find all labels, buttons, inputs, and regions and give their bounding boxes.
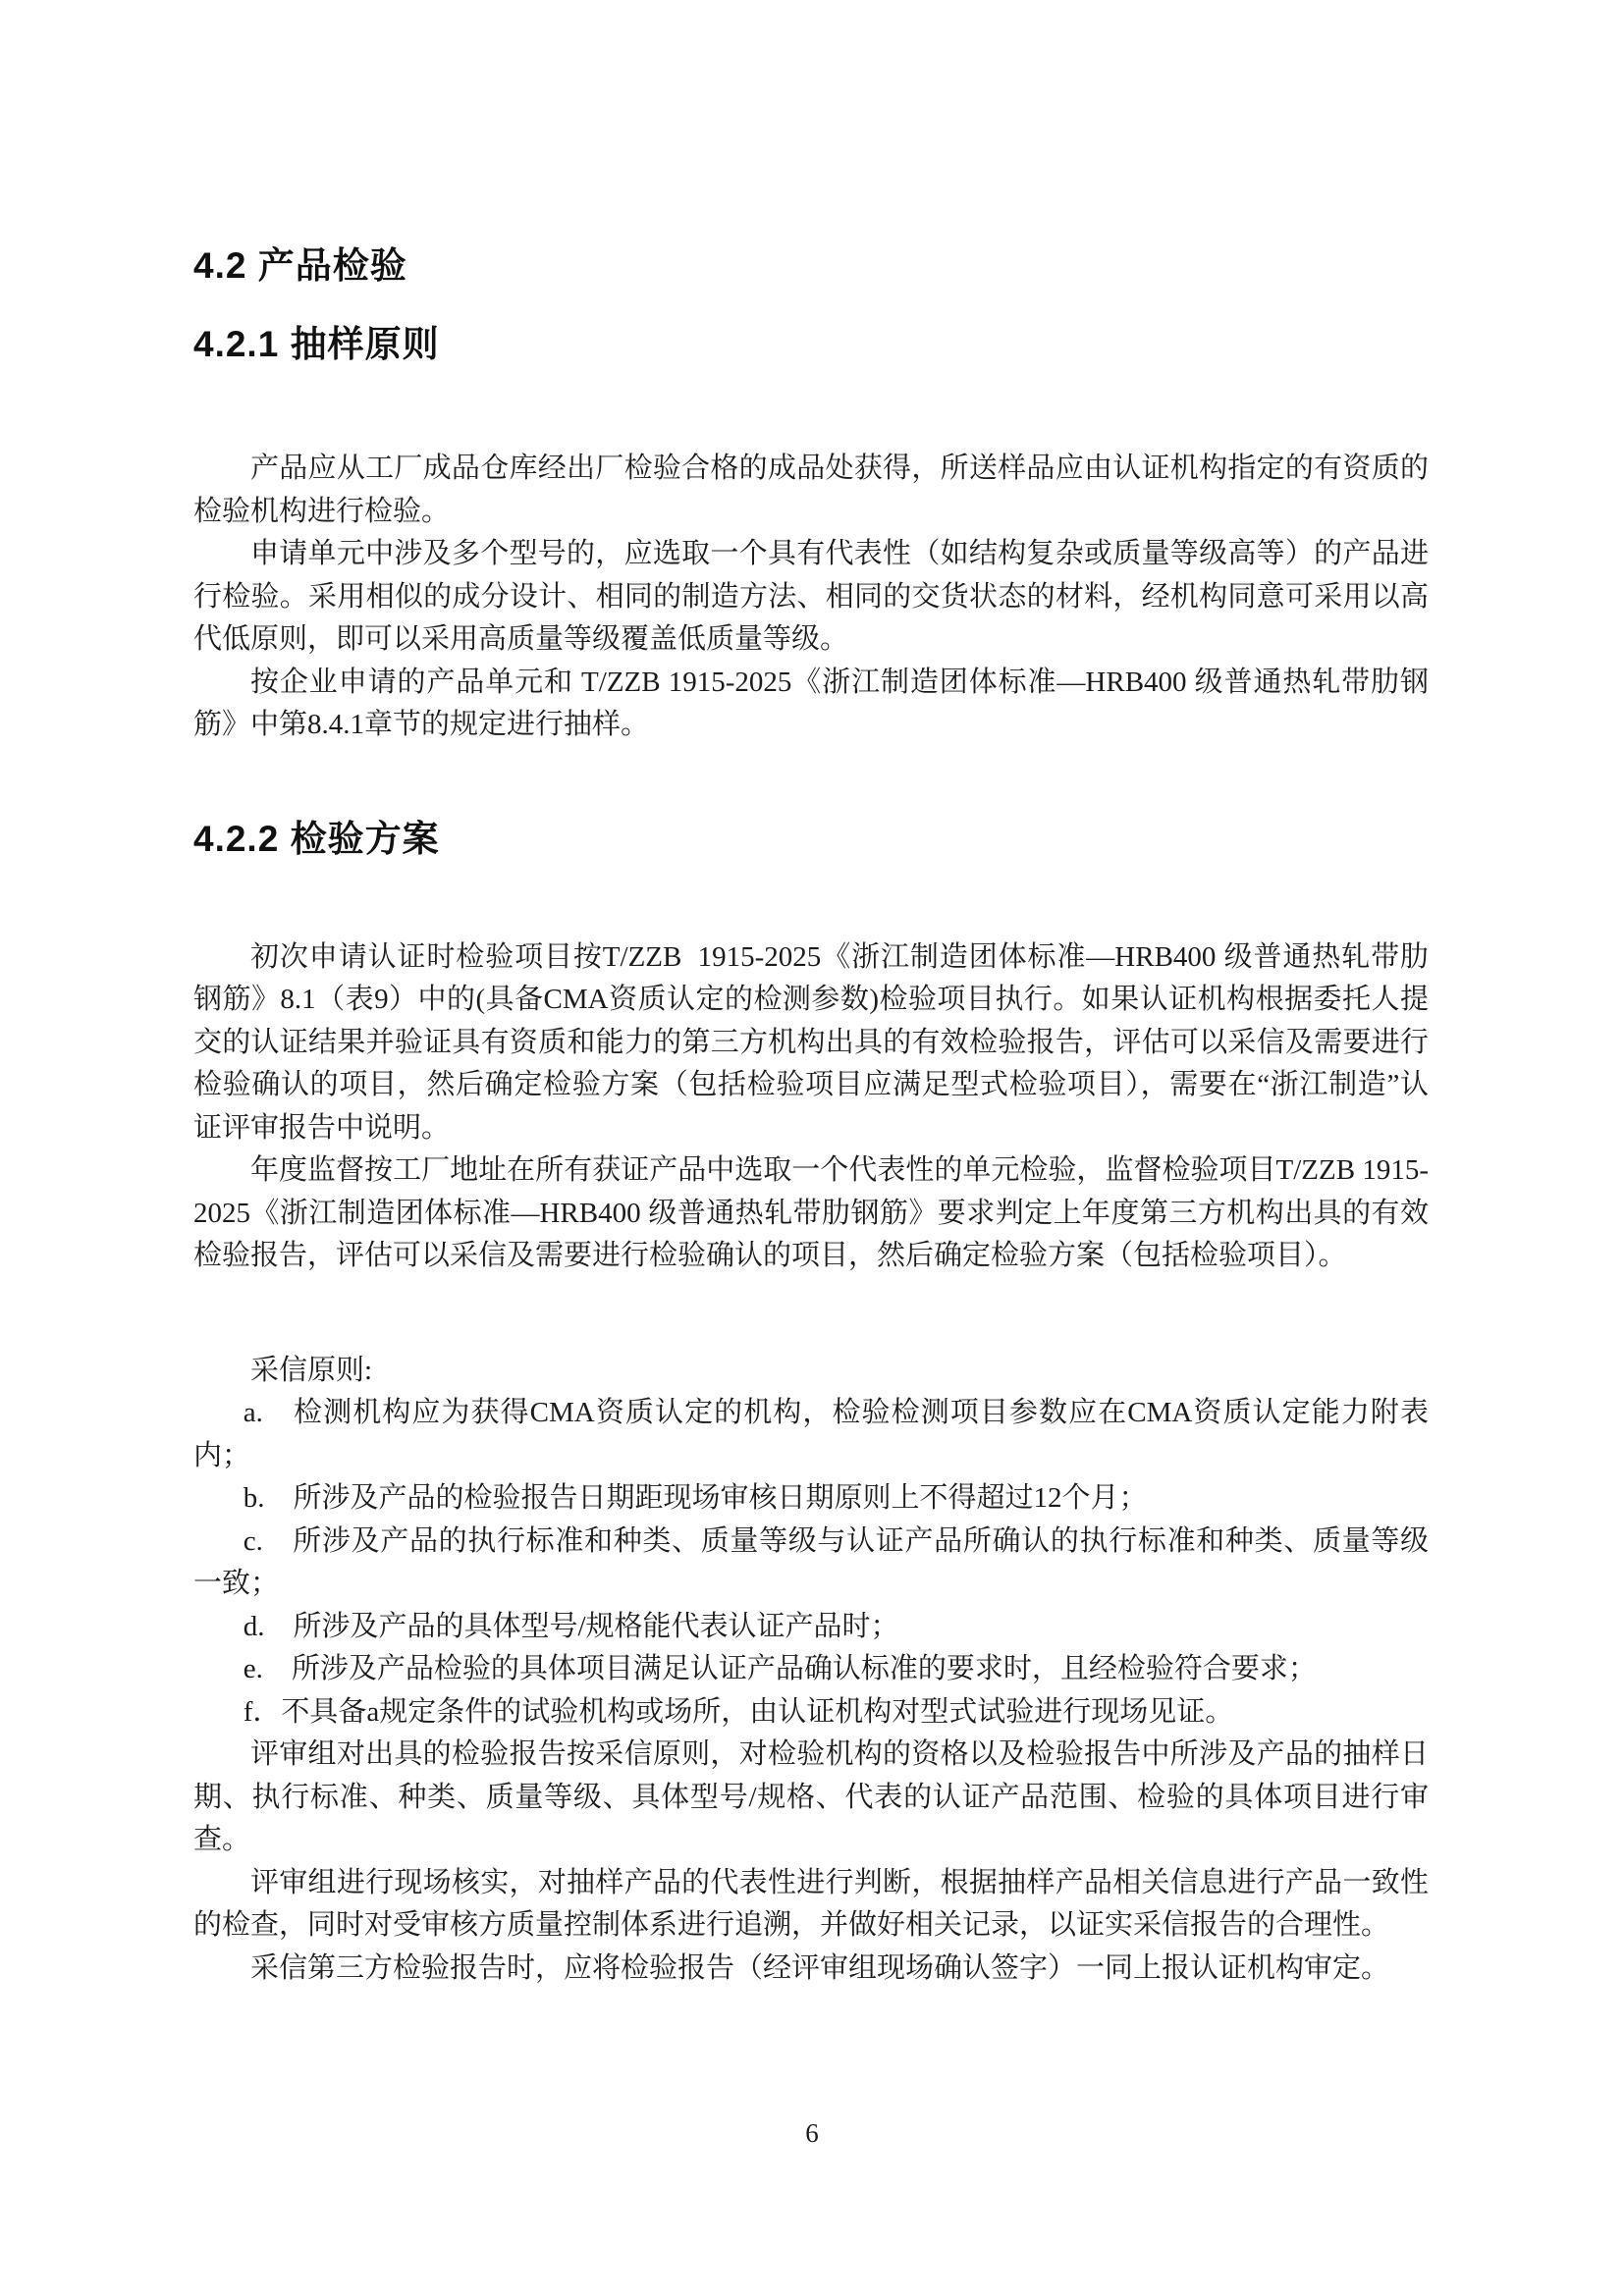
para-sample-source: 产品应从工厂成品仓库经出厂检验合格的成品处获得，所送样品应由认证机构指定的有资质的检验机构进行检验。 — [193, 453, 1429, 527]
page-content — [193, 0, 1429, 1990]
heading-4-2-2-inspection-plan: 4.2.2 检验方案 — [193, 818, 440, 859]
para-initial-certification: 初次申请认证时检验项目按T/ZZB 1915-2025《浙江制造团体标准—HRB400 级普通热轧带肋钢筋》8.1（表9）中的(具备CMA资质认定的检测参数)检验项目执行。如果认证机构根据委托人提交的认证结果并验证具有资质和能力的第三方机构出具的有效检验报告，评估可以采信及需要进行检验确认的项目，然后确定检验方案（包括检验项目应满足型式检验项目），需要在“浙江制造”认证评审报告中说明。 — [193, 940, 1429, 1144]
para-report-review: 评审组对出具的检验报告按采信原则，对检验机构的资格以及检验报告中所涉及产品的抽样日期、执行标准、种类、质量等级、具体型号/规格、代表的认证产品范围、检验的具体项目进行审查。 — [193, 1738, 1429, 1855]
para-multi-model-selection: 申请单元中涉及多个型号的，应选取一个具有代表性（如结构复杂或质量等级高等）的产品进行检验。采用相似的成分设计、相同的制造方法、相同的交货状态的材料，经机构同意可采用以高代低原则，即可以采用高质量等级覆盖低质量等级。 — [193, 538, 1429, 655]
list-item-b: b. 所涉及产品的检验报告日期距现场审核日期原则上不得超过12个月； — [243, 1482, 1148, 1514]
heading-4-2-1-sampling-principle: 4.2.1 抽样原则 — [193, 324, 440, 364]
para-onsite-verification: 评审组进行现场核实，对抽样产品的代表性进行判断，根据抽样产品相关信息进行产品一致性的检查，同时对受审核方质量控制体系进行追溯，并做好相关记录，以证实采信报告的合理性。 — [193, 1866, 1429, 1941]
heading-4-2-product-inspection: 4.2 产品检验 — [193, 245, 407, 286]
list-item-e: e. 所涉及产品检验的具体项目满足认证产品确认标准的要求时，且经检验符合要求； — [243, 1653, 1317, 1684]
para-sampling-standard: 按企业申请的产品单元和 T/ZZB 1915-2025《浙江制造团体标准—HRB400 级普通热轧带肋钢筋》中第8.4.1章节的规定进行抽样。 — [193, 666, 1429, 740]
page-number: 6 — [805, 2118, 819, 2148]
list-item-c: c. 所涉及产品的执行标准和种类、质量等级与认证产品所确认的执行标准和种类、质量等级一致； — [193, 1524, 1429, 1599]
list-item-f: f．不具备a规定条件的试验机构或场所，由认证机构对型式试验进行现场见证。 — [243, 1695, 1234, 1728]
list-item-d: d. 所涉及产品的具体型号/规格能代表认证产品时； — [243, 1610, 899, 1642]
para-annual-supervision: 年度监督按工厂地址在所有获证产品中选取一个代表性的单元检验，监督检验项目T/ZZB 1915-2025《浙江制造团体标准—HRB400 级普通热轧带肋钢筋》要求判定上年度第三方机构出具的有效检验报告，评估可以采信及需要进行检验确认的项目，然后确定检验方案（包括检验项目）。 — [193, 1154, 1429, 1271]
para-third-party-report-submission: 采信第三方检验报告时，应将检验报告（经评审组现场确认签字）一同上报认证机构审定。 — [250, 1951, 1390, 1984]
list-item-a: a. 检测机构应为获得CMA资质认定的机构，检验检测项目参数应在CMA资质认定能力附表内； — [193, 1397, 1429, 1471]
para-acceptance-principles-title: 采信原则: — [250, 1354, 373, 1386]
